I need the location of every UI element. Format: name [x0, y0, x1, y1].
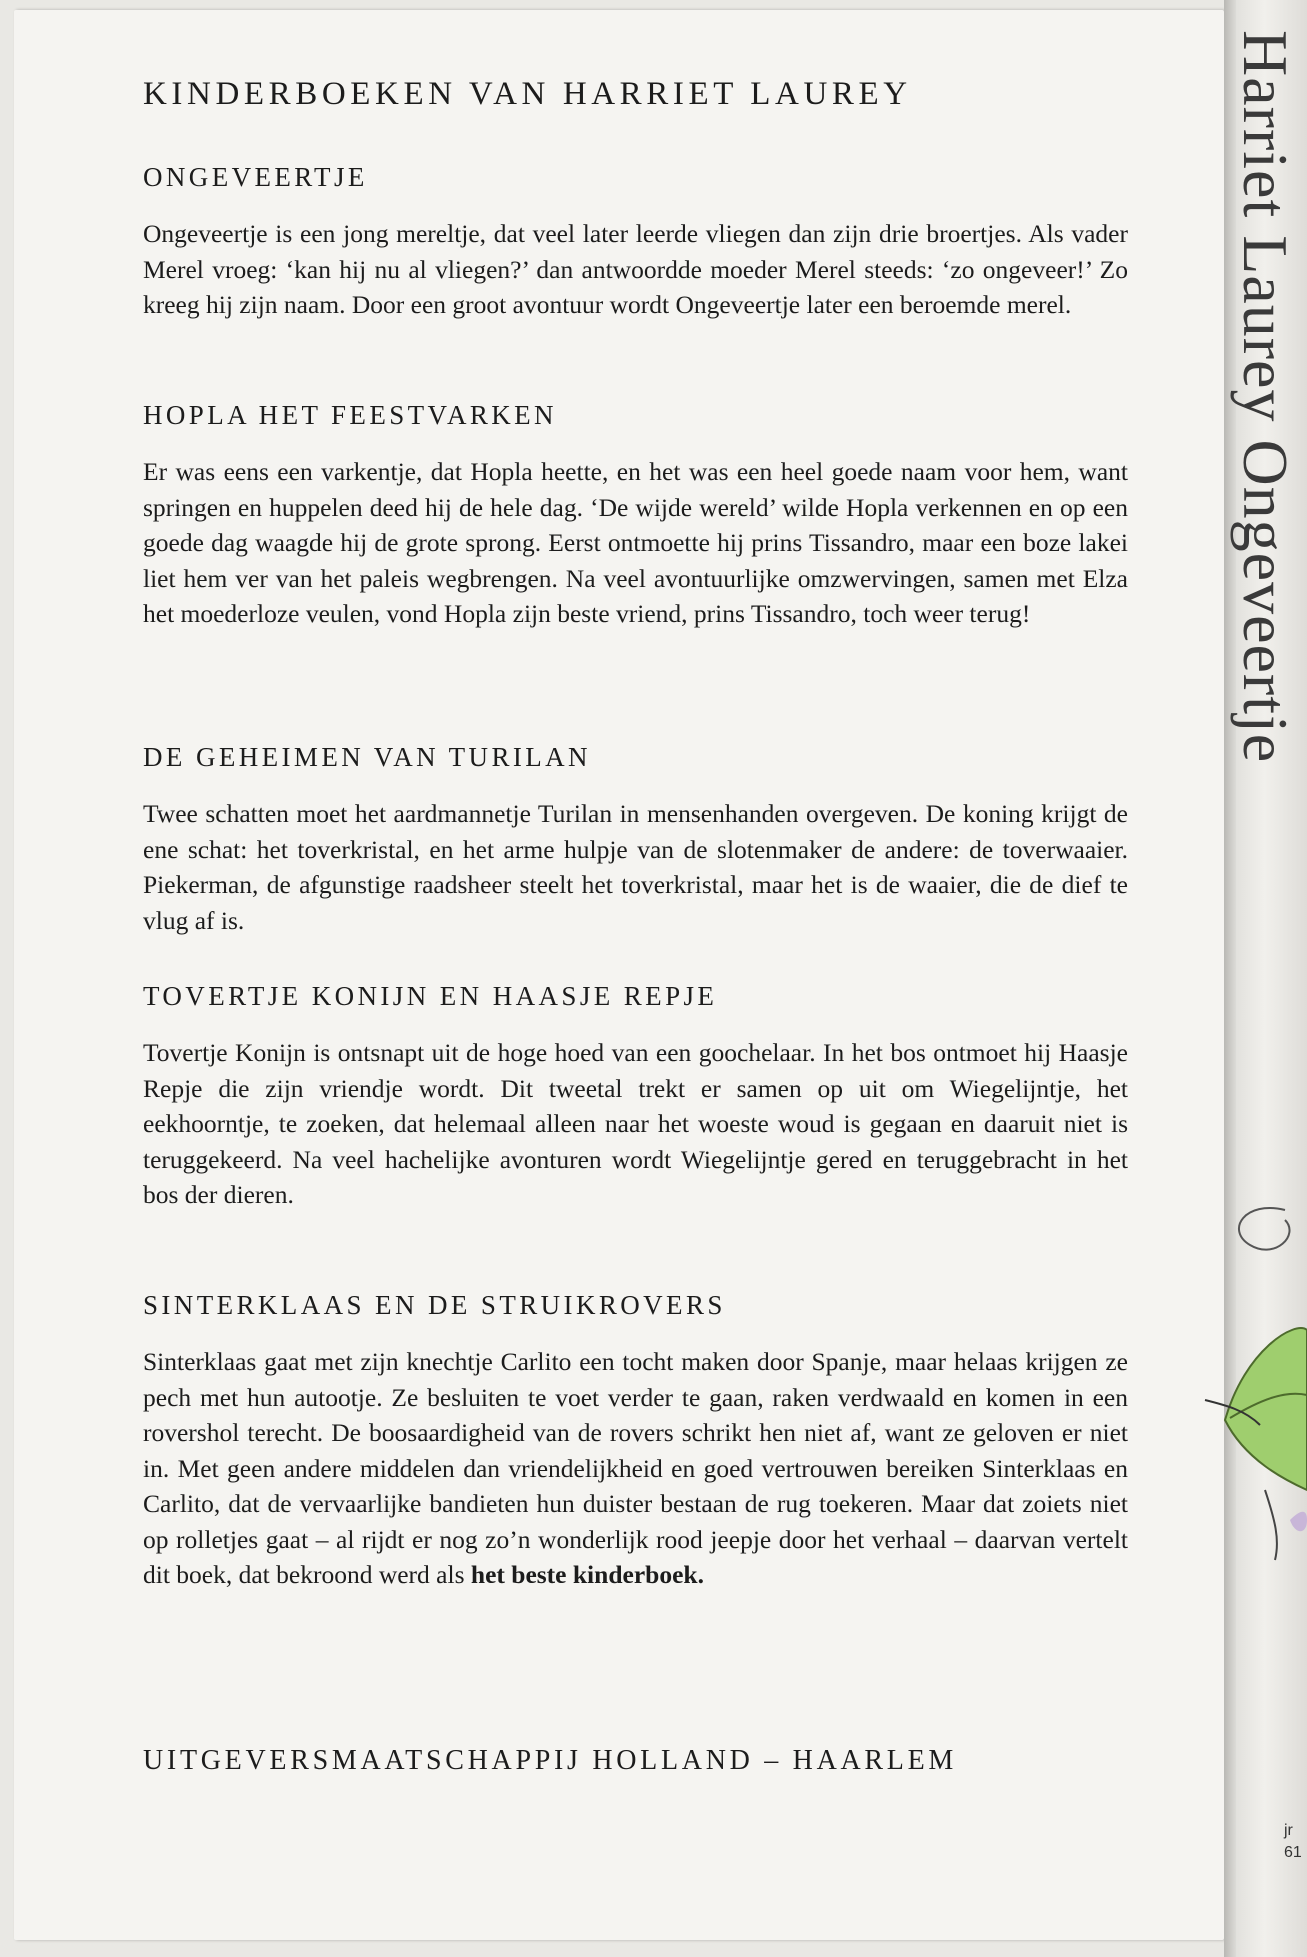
book-title: ONGEVEERTJE — [143, 162, 368, 192]
leaf-illustration — [1205, 1190, 1307, 1570]
book-entry-sinterklaas — [143, 1288, 1128, 1593]
book-description: Tovertje Konijn is ontsnapt uit de hoge hoed van een goochelaar. In het bos ontmoet hij Haasje Repje die zijn vriendje wordt. Dit tweetal trekt er samen op uit om Wiegelijntje, het eekhoorntje, te zoeken, dat helemaal alleen naar het woeste woud is gegaan en daaruit niet is teruggekeerd. Na veel hachelijke avonturen wordt Wiegelijntje gered en teruggebracht in het bos der dieren. — [143, 1038, 1128, 1209]
spine-code-bottom: 61 — [1284, 1844, 1302, 1861]
publisher-imprint: UITGEVERSMAATSCHAPPIJ HOLLAND – HAARLEM — [143, 1745, 957, 1776]
spine-code-top: jr — [1284, 1822, 1293, 1839]
spine-library-code — [1284, 1820, 1302, 1864]
book-entry-tovertje — [143, 979, 1128, 1213]
book-description: Twee schatten moet het aardmannetje Turilan in mensenhanden overgeven. De koning krijgt de ene schat: het toverkristal, en het arme hulpje van de slotenmaker de andere: de toverwaaier. Piekerman, de afgunstige raadsheer steelt het toverkristal, maar het is de waaier, die de dief te vlug af is. — [143, 799, 1128, 935]
book-description-text: Sinterklaas gaat met zijn knechtje Carlito een tocht maken door Spanje, maar helaas krijgen ze pech met hun autootje. Ze besluiten te voet verder te gaan, raken verdwaald en komen in een rovershol terecht. De boosaardigheid van de rovers schrikt hen niet af, want ze geloven er niet in. Met geen andere middelen dan vriendelijkheid en goed vertrouwen bereiken Sinterklaas en Carlito, dat de vervaarlijke bandieten hun duister bestaan de rug toekeren. Maar dat zoiets niet op rolletjes gaat – al rijdt er nog zo’n wonderlijk rood jeepje door het verhaal – daarvan vertelt dit boek, dat bekroond werd als — [143, 1347, 1128, 1589]
award-emphasis: het beste kinderboek. — [470, 1560, 704, 1589]
book-title: HOPLA HET FEESTVARKEN — [143, 400, 557, 430]
book-entry-hopla — [143, 398, 1128, 632]
book-description — [143, 1344, 1128, 1593]
book-entry-ongeveertje — [143, 160, 1128, 323]
spine-title: Harriet Laurey Ongeveertje — [1230, 30, 1301, 764]
book-title: TOVERTJE KONIJN EN HAASJE REPJE — [143, 981, 718, 1011]
book-description: Ongeveertje is een jong mereltje, dat veel later leerde vliegen dan zijn drie broertjes. Als vader Merel vroeg: ‘kan hij nu al vliegen?’ dan antwoordde moeder Merel steeds: ‘zo ongeveer!’ Zo kreeg hij zijn naam. Door een groot avontuur wordt Ongeveertje later een beroemde merel. — [143, 219, 1128, 319]
book-title: SINTERKLAAS EN DE STRUIKROVERS — [143, 1290, 726, 1320]
book-title: DE GEHEIMEN VAN TURILAN — [143, 742, 591, 772]
page-title: KINDERBOEKEN VAN HARRIET LAUREY — [143, 76, 912, 112]
book-entry-turilan — [143, 740, 1128, 938]
book-description: Er was eens een varkentje, dat Hopla heette, en het was een heel goede naam voor hem, want springen en huppelen deed hij de hele dag. ‘De wijde wereld’ wilde Hopla verkennen en op een goede dag waagde hij de grote sprong. Eerst ontmoette hij prins Tissandro, maar een boze lakei liet hem ver van het paleis wegbrengen. Na veel avontuurlijke omzwervingen, samen met Elza het moederloze veulen, vond Hopla zijn beste vriend, prins Tissandro, toch weer terug! — [143, 457, 1128, 628]
